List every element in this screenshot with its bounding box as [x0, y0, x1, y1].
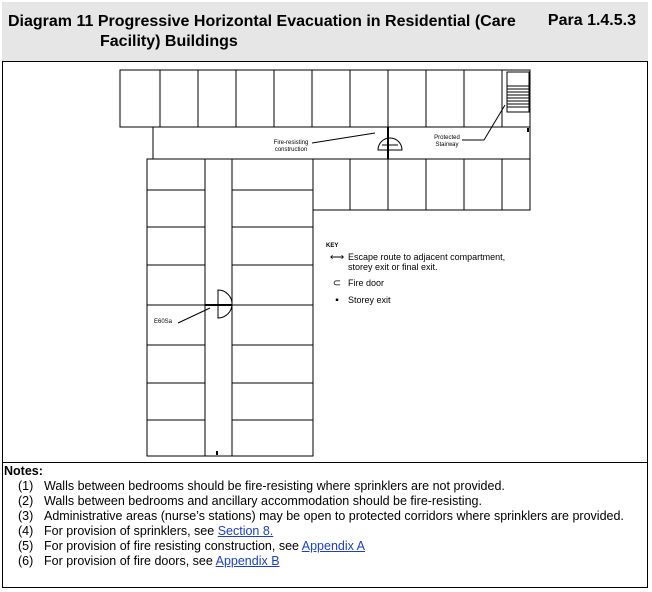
title-line-2: Facility) Buildings	[100, 33, 238, 50]
storey-exit-right	[527, 128, 529, 132]
protected-stairway-label: Protected Stairway	[434, 135, 460, 148]
note-item	[18, 494, 644, 509]
title-line-1: Diagram 11 Progressive Horizontal Evacuation in Residential (Care	[8, 13, 516, 30]
double-arrow-icon: ⟷	[329, 252, 345, 263]
section-8-link[interactable]: Section 8.	[217, 524, 274, 538]
notes-section	[4, 464, 644, 569]
storey-exit-bottom	[216, 451, 218, 455]
key-legend	[326, 243, 528, 312]
note-item	[18, 554, 644, 569]
horizontal-corridor	[153, 127, 530, 159]
appendix-a-link[interactable]: Appendix A	[301, 539, 366, 553]
note-number: (1)	[18, 479, 34, 493]
key-item-escape	[326, 252, 528, 272]
note-number: (6)	[18, 554, 34, 568]
e60sa-label: E60Sa	[153, 319, 172, 325]
notes-list	[4, 479, 644, 569]
note-text: For provision of sprinklers, see	[44, 524, 218, 538]
fire-resisting-label: Fire-resisting construction	[273, 140, 309, 153]
storey-exit-icon: ▪	[335, 295, 339, 306]
para-reference: Para 1.4.5.3	[547, 12, 636, 29]
note-number: (3)	[18, 509, 34, 523]
key-text-escape: Escape route to adjacent compartment, storey exit or final exit.	[348, 252, 506, 272]
note-item	[18, 509, 644, 524]
notes-divider	[2, 462, 648, 463]
note-number: (4)	[18, 524, 34, 538]
note-item	[18, 479, 644, 494]
key-text-storey-exit: Storey exit	[348, 295, 391, 305]
appendix-b-link[interactable]: Appendix B	[215, 554, 280, 568]
key-item-fire-door	[326, 278, 528, 289]
right-room-column	[232, 159, 313, 456]
right-room-row	[313, 159, 530, 210]
key-item-storey-exit	[326, 295, 528, 306]
note-text: Walls between bedrooms should be fire-resisting where sprinklers are not provided.	[44, 479, 505, 493]
note-text: Administrative areas (nurse’s stations) may be open to protected corridors where sprinklers are provided.	[44, 509, 624, 523]
key-text-fire-door: Fire door	[348, 278, 385, 288]
note-item	[18, 524, 644, 539]
note-item	[18, 539, 644, 554]
note-text: For provision of fire resisting construction, see	[44, 539, 302, 553]
note-number: (2)	[18, 494, 34, 508]
left-room-column	[147, 159, 205, 456]
note-text: Walls between bedrooms and ancillary accommodation should be fire-resisting.	[44, 494, 482, 508]
key-title: KEY	[326, 243, 339, 249]
notes-title: Notes:	[4, 464, 43, 478]
fire-door-icon: ⊂	[332, 278, 342, 289]
note-number: (5)	[18, 539, 34, 553]
top-room-row	[120, 70, 530, 127]
note-text: For provision of fire doors, see	[44, 554, 216, 568]
